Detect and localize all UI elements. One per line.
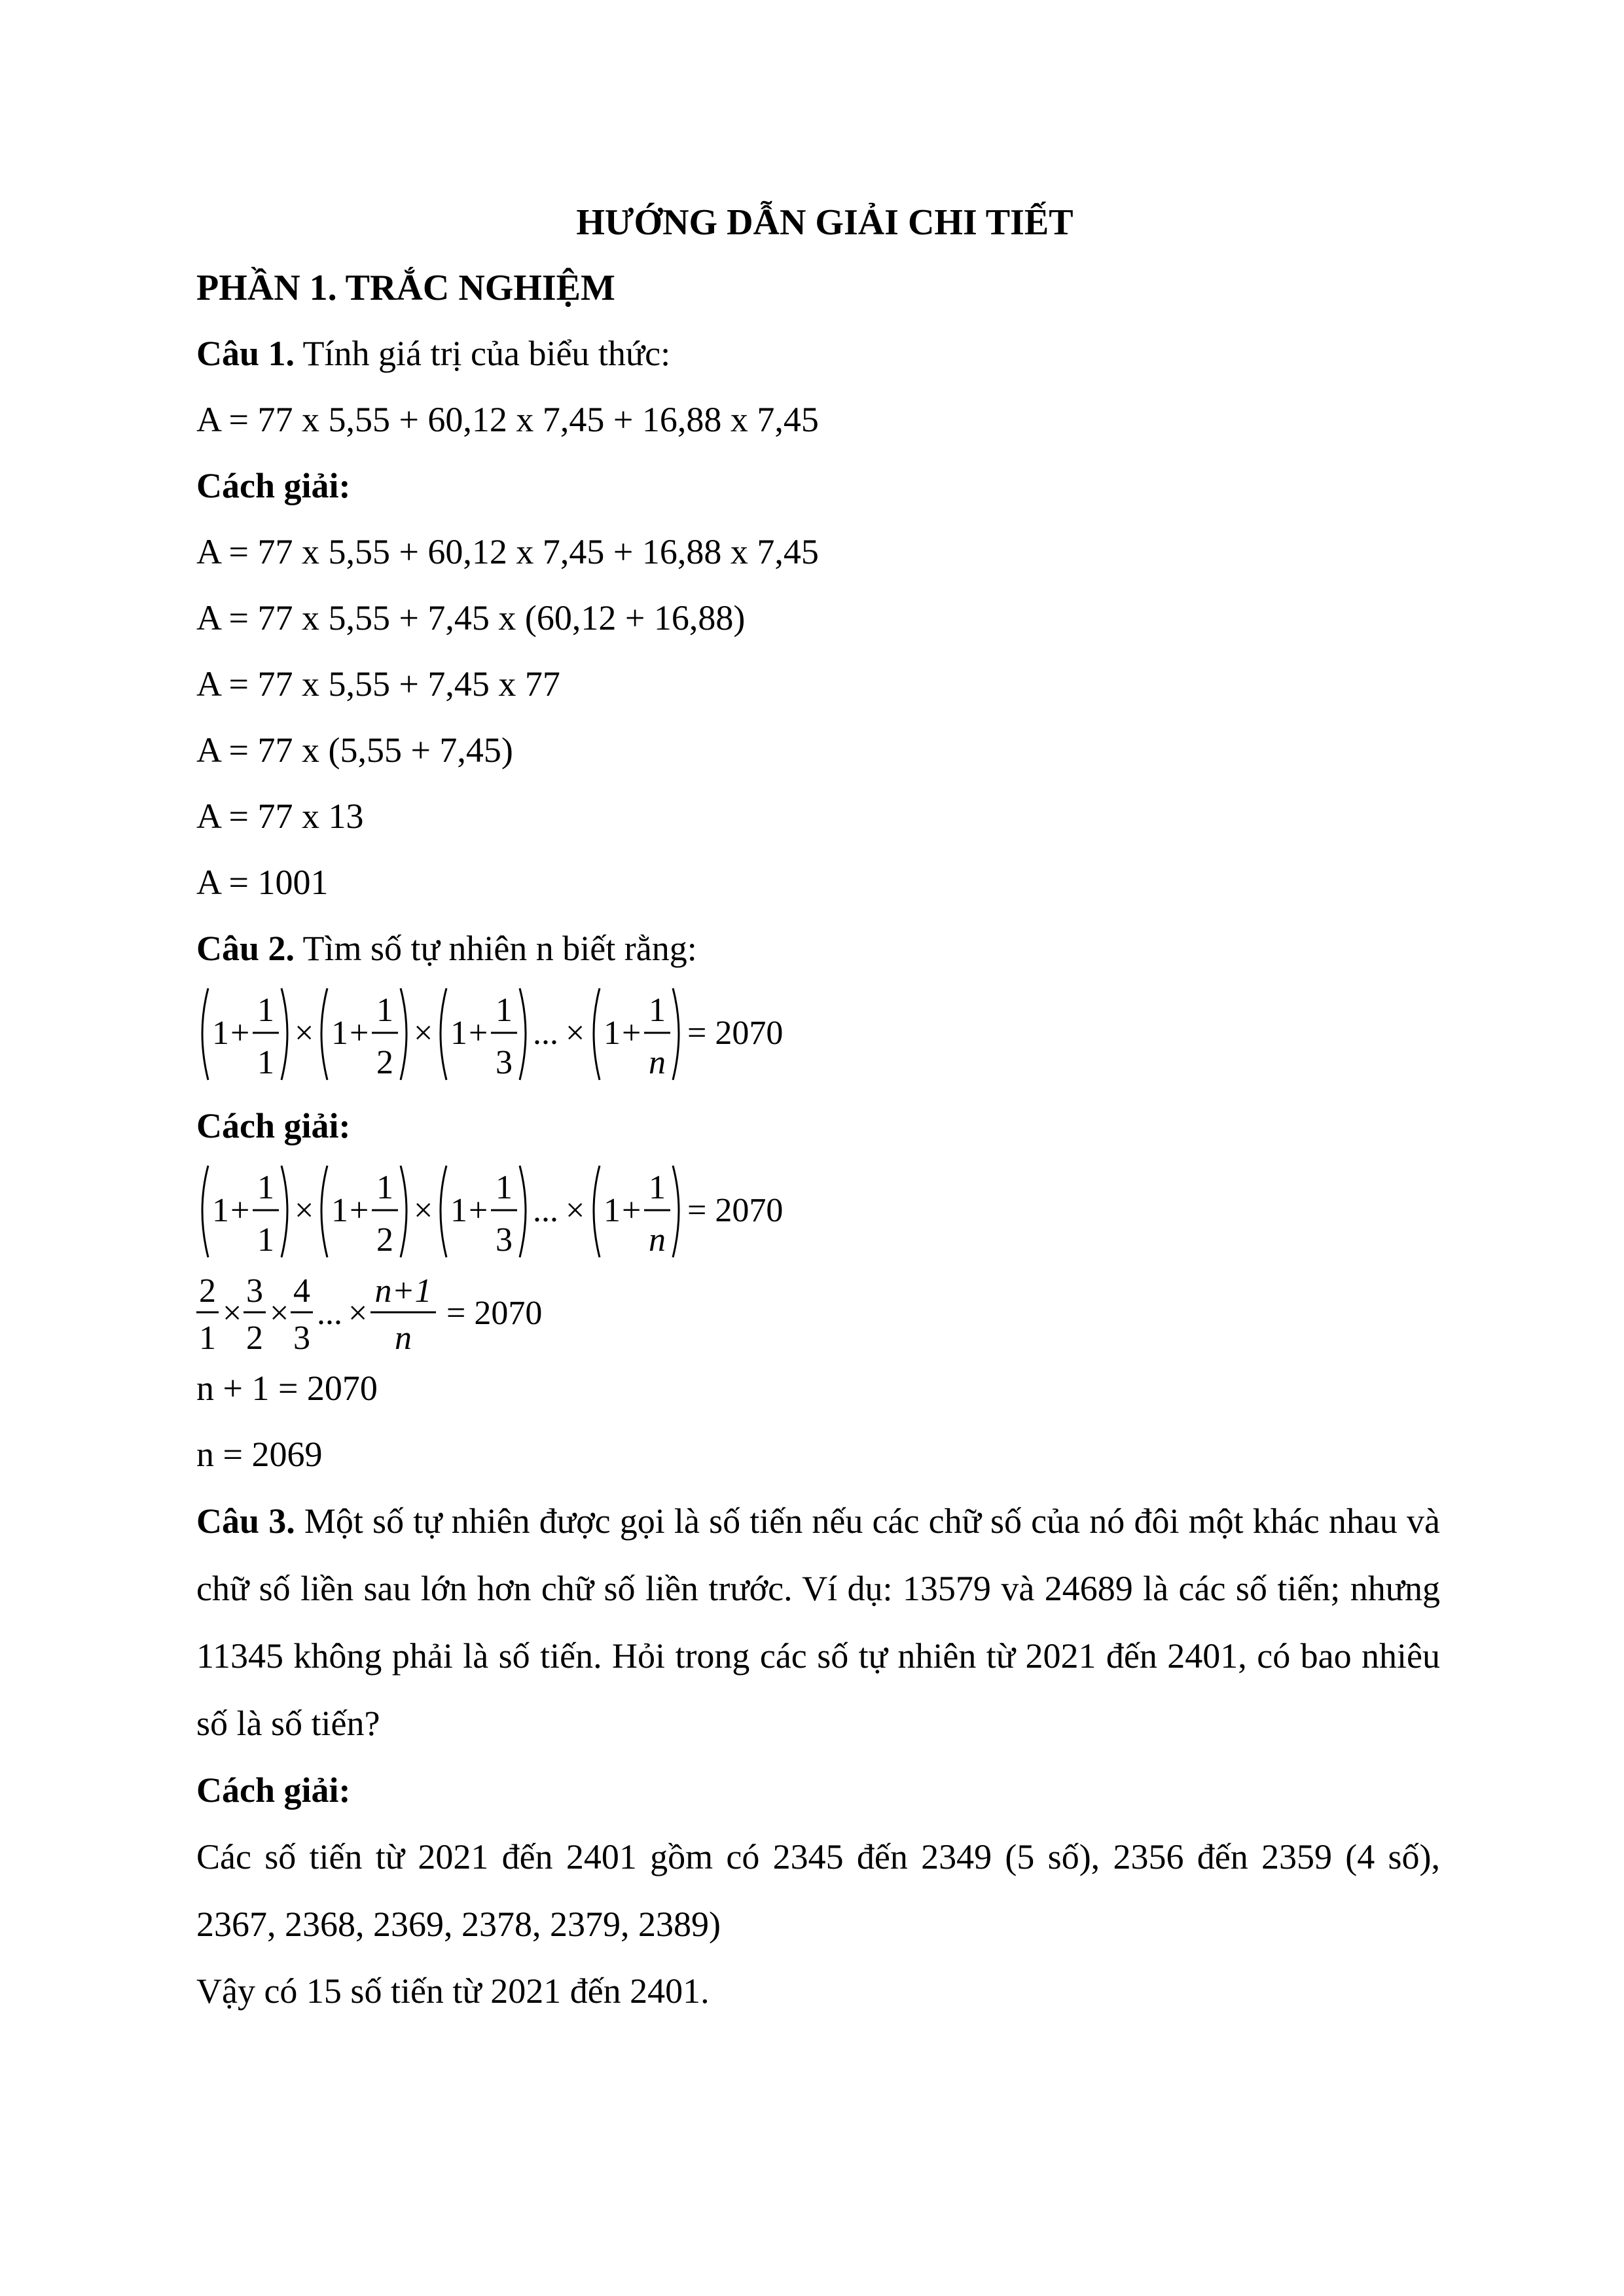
question-3	[196, 1488, 1440, 1757]
eq1-dots: ...	[533, 1014, 558, 1052]
eq1-times-1: ×	[295, 1014, 314, 1052]
frac-rhs: = 2070	[446, 1295, 543, 1332]
question-2-label: Câu 2.	[196, 929, 295, 968]
eq1-times-2: ×	[414, 1014, 433, 1052]
question-1-step-5: A = 77 x 13	[196, 797, 364, 836]
eq1-plus-3: +	[469, 1014, 488, 1052]
eq2-plus-4: +	[622, 1192, 641, 1229]
eq2-plus-2: +	[350, 1192, 369, 1229]
eq1-times-dots: ×	[566, 1014, 585, 1052]
eq1-right-paren-4	[673, 988, 679, 1080]
fraction-equation-svg	[196, 1270, 785, 1355]
section-heading: PHẦN 1. TRẮC NGHIỆM	[196, 268, 615, 308]
eq1-plus-2: +	[350, 1014, 369, 1052]
eq2-left-paren-1	[202, 1166, 208, 1257]
eq1-right-paren-2	[401, 988, 406, 1080]
eq1-plus-1: +	[230, 1014, 250, 1052]
frac-times-2: ×	[270, 1295, 289, 1332]
eq2-right-paren-3	[520, 1166, 526, 1257]
eq1-den-1: 1	[257, 1044, 274, 1081]
question-1-step-1: A = 77 x 5,55 + 60,12 x 7,45 + 16,88 x 7,45	[196, 532, 819, 571]
question-1-text: Tính giá trị của biểu thức:	[295, 334, 671, 373]
eq1-num-4: 1	[649, 992, 666, 1029]
question-1-step-2: A = 77 x 5,55 + 7,45 x (60,12 + 16,88)	[196, 598, 746, 637]
question-3-label: Câu 3.	[196, 1501, 295, 1541]
frac-num-3: 4	[293, 1272, 310, 1310]
eq2-den-3: 3	[496, 1221, 513, 1259]
eq1-num-1: 1	[257, 992, 274, 1029]
question-3-solution-label: Cách giải:	[196, 1770, 351, 1810]
eq1-den-3: 3	[496, 1044, 513, 1081]
question-1-solution-label: Cách giải:	[196, 466, 351, 505]
frac-num-2: 3	[246, 1272, 263, 1310]
eq1-right-paren-3	[520, 988, 526, 1080]
eq1-left-paren-4	[594, 988, 600, 1080]
page-title: HƯỚNG DẪN GIẢI CHI TIẾT	[576, 202, 1074, 243]
eq2-right-paren-4	[673, 1166, 679, 1257]
frac-den-4: n	[395, 1319, 412, 1357]
question-1	[196, 321, 1440, 387]
eq2-den-2: 2	[376, 1221, 393, 1259]
eq1-den-2: 2	[376, 1044, 393, 1081]
product-equation-svg-2	[196, 1159, 916, 1270]
frac-den-1: 1	[199, 1319, 216, 1357]
question-2-fraction-equation	[196, 1270, 1440, 1355]
eq2-left-paren-3	[441, 1166, 446, 1257]
eq1-one-1: 1	[212, 1014, 229, 1052]
frac-dots: ...	[317, 1295, 342, 1332]
eq2-one-3: 1	[450, 1192, 467, 1229]
frac-num-1: 2	[199, 1272, 216, 1310]
question-1-step-4: A = 77 x (5,55 + 7,45)	[196, 730, 513, 770]
eq2-num-2: 1	[376, 1169, 393, 1206]
eq2-left-paren-4	[594, 1166, 600, 1257]
eq2-den-1: 1	[257, 1221, 274, 1259]
eq1-num-2: 1	[376, 992, 393, 1029]
frac-times-1: ×	[223, 1295, 242, 1332]
eq2-num-1: 1	[257, 1169, 274, 1206]
eq1-one-3: 1	[450, 1014, 467, 1052]
question-2	[196, 916, 1440, 982]
eq2-times-2: ×	[414, 1192, 433, 1229]
eq1-den-4: n	[649, 1044, 666, 1081]
eq1-plus-4: +	[622, 1014, 641, 1052]
eq1-one-4: 1	[604, 1014, 621, 1052]
question-1-label: Câu 1.	[196, 334, 295, 373]
question-1-step-6: A = 1001	[196, 863, 329, 902]
eq2-left-paren-2	[321, 1166, 327, 1257]
question-2-equation	[196, 982, 1440, 1093]
eq2-plus-3: +	[469, 1192, 488, 1229]
question-3-conclusion: Vậy có 15 số tiến từ 2021 đến 2401.	[196, 1971, 710, 2011]
eq1-num-3: 1	[496, 992, 513, 1029]
question-1-step-3: A = 77 x 5,55 + 7,45 x 77	[196, 664, 560, 704]
question-1-expression: A = 77 x 5,55 + 60,12 x 7,45 + 16,88 x 7,45	[196, 400, 819, 439]
eq2-right-paren-1	[281, 1166, 287, 1257]
question-2-solution-equation	[196, 1159, 1440, 1270]
eq2-times-dots: ×	[566, 1192, 585, 1229]
eq1-left-paren-2	[321, 988, 327, 1080]
eq1-left-paren-3	[441, 988, 446, 1080]
frac-num-4: n+1	[374, 1272, 432, 1310]
frac-den-3: 3	[293, 1319, 310, 1357]
question-3-solution: Các số tiến từ 2021 đến 2401 gồm có 2345 đến 2349 (5 số), 2356 đến 2359 (4 số), 2367, 2368, 2369, 2378, 2379, 2389)	[196, 1837, 1440, 1944]
eq2-den-4: n	[649, 1221, 666, 1259]
eq2-times-1: ×	[295, 1192, 314, 1229]
eq2-num-3: 1	[496, 1169, 513, 1206]
document-content	[196, 190, 1440, 2024]
eq2-dots: ...	[533, 1192, 558, 1229]
question-2-text: Tìm số tự nhiên n biết rằng:	[295, 929, 697, 968]
eq1-rhs: = 2070	[687, 1014, 784, 1052]
frac-den-2: 2	[246, 1319, 263, 1357]
eq2-one-2: 1	[331, 1192, 348, 1229]
question-2-solution-label: Cách giải:	[196, 1106, 351, 1145]
eq1-left-paren-1	[202, 988, 208, 1080]
question-2-step-1: n + 1 = 2070	[196, 1369, 378, 1408]
question-2-step-2: n = 2069	[196, 1435, 323, 1474]
product-equation-svg	[196, 982, 916, 1093]
eq1-right-paren-1	[281, 988, 287, 1080]
frac-times-dots: ×	[348, 1295, 368, 1332]
eq2-num-4: 1	[649, 1169, 666, 1206]
eq2-plus-1: +	[230, 1192, 250, 1229]
eq2-rhs: = 2070	[687, 1192, 784, 1229]
eq1-one-2: 1	[331, 1014, 348, 1052]
eq2-one-4: 1	[604, 1192, 621, 1229]
question-3-text: Một số tự nhiên được gọi là số tiến nếu các chữ số của nó đôi một khác nhau và chữ số liền sau lớn hơn chữ số liền trước. Ví dụ: 13579 và 24689 là các số tiến; nhưng 11345 không phải là số tiến. Hỏi trong các số tự nhiên từ 2021 đến 2401, có bao nhiêu số là số tiến?	[196, 1501, 1440, 1743]
eq2-right-paren-2	[401, 1166, 406, 1257]
eq2-one-1: 1	[212, 1192, 229, 1229]
